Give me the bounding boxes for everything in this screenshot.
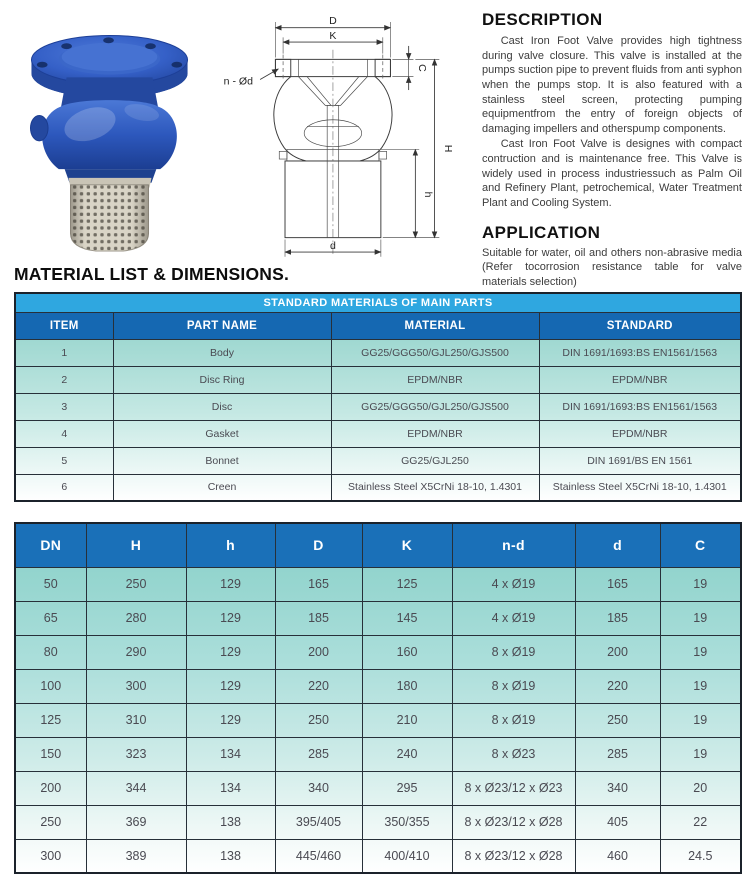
table-row [15, 737, 741, 771]
dimensions-cell: 129 [186, 703, 275, 737]
dimensions-cell: 19 [660, 703, 741, 737]
dimensions-cell: 8 x Ø23/12 x Ø23 [452, 771, 575, 805]
dimensions-cell: 250 [275, 703, 362, 737]
materials-table [14, 292, 742, 502]
dimensions-cell: 460 [575, 839, 660, 873]
application-heading: APPLICATION [482, 222, 601, 242]
materials-cell: DIN 1691/BS EN 1561 [539, 447, 741, 474]
application-text: Suitable for water, oil and others non-abrasive media (Refer tocorrosion resistance table for valve materials selection) [482, 246, 742, 288]
dimensions-cell: 369 [86, 805, 186, 839]
materials-cell: Gasket [113, 420, 331, 447]
materials-cell: DIN 1691/1693:BS EN1561/1563 [539, 393, 741, 420]
materials-cell: EPDM/NBR [331, 420, 539, 447]
dimensions-cell: 200 [575, 635, 660, 669]
materials-cell: 4 [15, 420, 113, 447]
product-photo [10, 6, 216, 260]
materials-table-header-row [15, 312, 741, 339]
dimensions-cell: 295 [362, 771, 452, 805]
materials-cell: 2 [15, 366, 113, 393]
dimensions-cell: 340 [275, 771, 362, 805]
dim-label-K: K [329, 30, 337, 43]
materials-cell: Body [113, 339, 331, 366]
dimensions-cell: 165 [575, 567, 660, 601]
description-section [472, 6, 746, 288]
dimensions-cell: 65 [15, 601, 86, 635]
dimensions-cell: 19 [660, 567, 741, 601]
dimensions-cell: 350/355 [362, 805, 452, 839]
dim-label-h: h [421, 191, 434, 198]
dimensions-cell: 19 [660, 737, 741, 771]
dimensions-cell: 19 [660, 635, 741, 669]
dimensions-cell: 200 [15, 771, 86, 805]
materials-cell: GG25/GGG50/GJL250/GJS500 [331, 393, 539, 420]
table-row [15, 339, 741, 366]
dimensions-cell: 290 [86, 635, 186, 669]
dimensions-cell: 280 [86, 601, 186, 635]
dimensions-cell: 8 x Ø23/12 x Ø28 [452, 839, 575, 873]
dimensions-cell: 180 [362, 669, 452, 703]
table-row [15, 839, 741, 873]
table-row [15, 393, 741, 420]
dimensions-cell: 160 [362, 635, 452, 669]
dimensions-cell: 8 x Ø19 [452, 669, 575, 703]
dimensions-cell: 138 [186, 805, 275, 839]
table-row [15, 567, 741, 601]
dimensions-cell: 4 x Ø19 [452, 567, 575, 601]
dimensions-cell: 145 [362, 601, 452, 635]
dimensions-cell: 50 [15, 567, 86, 601]
dimensions-cell: 445/460 [275, 839, 362, 873]
dimensions-cell: 19 [660, 601, 741, 635]
table-row [15, 474, 741, 501]
dimensions-cell: 129 [186, 635, 275, 669]
dimensions-cell: 250 [86, 567, 186, 601]
column-header-part-name: PART NAME [113, 312, 331, 339]
dimensions-cell: 125 [362, 567, 452, 601]
materials-cell: Stainless Steel X5CrNi 18-10, 1.4301 [331, 474, 539, 501]
table-row [15, 447, 741, 474]
column-header-d: d [575, 523, 660, 567]
dimensions-cell: 80 [15, 635, 86, 669]
dimensions-cell: 134 [186, 771, 275, 805]
materials-cell: Disc Ring [113, 366, 331, 393]
column-header-dn: DN [15, 523, 86, 567]
column-header-n-d: n-d [452, 523, 575, 567]
dimensions-cell: 395/405 [275, 805, 362, 839]
table-row [15, 703, 741, 737]
materials-cell: EPDM/NBR [539, 366, 741, 393]
materials-cell: 6 [15, 474, 113, 501]
materials-cell: Disc [113, 393, 331, 420]
dimensions-cell: 405 [575, 805, 660, 839]
dimensions-cell: 19 [660, 669, 741, 703]
dimensions-cell: 138 [186, 839, 275, 873]
dimensions-cell: 310 [86, 703, 186, 737]
dimensions-cell: 8 x Ø19 [452, 635, 575, 669]
materials-table-title-row [15, 293, 741, 312]
dimensions-cell: 125 [15, 703, 86, 737]
dimensions-cell: 185 [575, 601, 660, 635]
materials-cell: GG25/GJL250 [331, 447, 539, 474]
dimensions-cell: 22 [660, 805, 741, 839]
dimensions-cell: 240 [362, 737, 452, 771]
table-row [15, 366, 741, 393]
cross-section-drawing [216, 8, 470, 266]
dimensions-cell: 220 [575, 669, 660, 703]
dimensions-cell: 250 [15, 805, 86, 839]
materials-cell: Creen [113, 474, 331, 501]
materials-table-title: STANDARD MATERIALS OF MAIN PARTS [15, 293, 741, 312]
materials-cell: GG25/GGG50/GJL250/GJS500 [331, 339, 539, 366]
dimensions-cell: 300 [86, 669, 186, 703]
dimensions-cell: 134 [186, 737, 275, 771]
dimensions-cell: 220 [275, 669, 362, 703]
dimensions-cell: 165 [275, 567, 362, 601]
dimensions-cell: 150 [15, 737, 86, 771]
table-row [15, 635, 741, 669]
table-row [15, 771, 741, 805]
dimensions-cell: 20 [660, 771, 741, 805]
dimensions-cell: 200 [275, 635, 362, 669]
description-paragraph: Cast Iron Foot Valve is designes with compact contruction and is maintenance free. This Valve is widely used in process industriessuch as Palm Oil and Refinery Plant, petrochemical, Water Treatment Plant and Cooling System. [482, 138, 742, 209]
dim-label-n-d: n - Ød [223, 75, 253, 88]
materials-cell: 5 [15, 447, 113, 474]
dim-label-D: D [329, 14, 337, 27]
column-header-K: K [362, 523, 452, 567]
description-heading: DESCRIPTION [482, 10, 603, 29]
dim-label-d: d [330, 240, 336, 253]
table-row [15, 669, 741, 703]
dimensions-cell: 185 [275, 601, 362, 635]
dimensions-cell: 8 x Ø19 [452, 703, 575, 737]
column-header-H: H [86, 523, 186, 567]
table-row [15, 601, 741, 635]
table-row [15, 420, 741, 447]
dimensions-cell: 285 [275, 737, 362, 771]
technical-drawing [216, 6, 472, 260]
dimensions-cell: 340 [575, 771, 660, 805]
dimensions-table [14, 522, 742, 874]
description-paragraph: Cast Iron Foot Valve provides high tightness during valve closure. This valve is installed at the pumps suction pipe to prevent fluids from anti syphon when the pumps stop. It is also featured with a stainless steel screen, protecting pumping equipmentfrom the entry of foreign objects of damaging impellers and otherspump components. [482, 35, 742, 135]
dimensions-cell: 210 [362, 703, 452, 737]
materials-cell: 3 [15, 393, 113, 420]
materials-cell: Bonnet [113, 447, 331, 474]
materials-cell: Stainless Steel X5CrNi 18-10, 1.4301 [539, 474, 741, 501]
column-header-C: C [660, 523, 741, 567]
dimensions-cell: 389 [86, 839, 186, 873]
dimensions-cell: 129 [186, 669, 275, 703]
column-header-material: MATERIAL [331, 312, 539, 339]
column-header-D: D [275, 523, 362, 567]
dimensions-cell: 24.5 [660, 839, 741, 873]
foot-valve-photo-image [10, 10, 210, 258]
column-header-standard: STANDARD [539, 312, 741, 339]
dimensions-cell: 4 x Ø19 [452, 601, 575, 635]
dimensions-cell: 250 [575, 703, 660, 737]
materials-cell: EPDM/NBR [331, 366, 539, 393]
dimensions-cell: 129 [186, 601, 275, 635]
dimensions-cell: 344 [86, 771, 186, 805]
dim-label-C: C [416, 64, 429, 72]
dimensions-cell: 300 [15, 839, 86, 873]
dimensions-cell: 400/410 [362, 839, 452, 873]
dim-label-H: H [442, 144, 455, 153]
materials-cell: DIN 1691/1693:BS EN1561/1563 [539, 339, 741, 366]
materials-cell: EPDM/NBR [539, 420, 741, 447]
dimensions-cell: 100 [15, 669, 86, 703]
column-header-h: h [186, 523, 275, 567]
table-row [15, 805, 741, 839]
dimensions-cell: 285 [575, 737, 660, 771]
dimensions-cell: 323 [86, 737, 186, 771]
column-header-item: ITEM [15, 312, 113, 339]
dimensions-cell: 129 [186, 567, 275, 601]
dimensions-cell: 8 x Ø23 [452, 737, 575, 771]
dimensions-table-header-row [15, 523, 741, 567]
section-title: MATERIAL LIST & DIMENSIONS. [14, 264, 290, 284]
dimensions-cell: 8 x Ø23/12 x Ø28 [452, 805, 575, 839]
materials-cell: 1 [15, 339, 113, 366]
